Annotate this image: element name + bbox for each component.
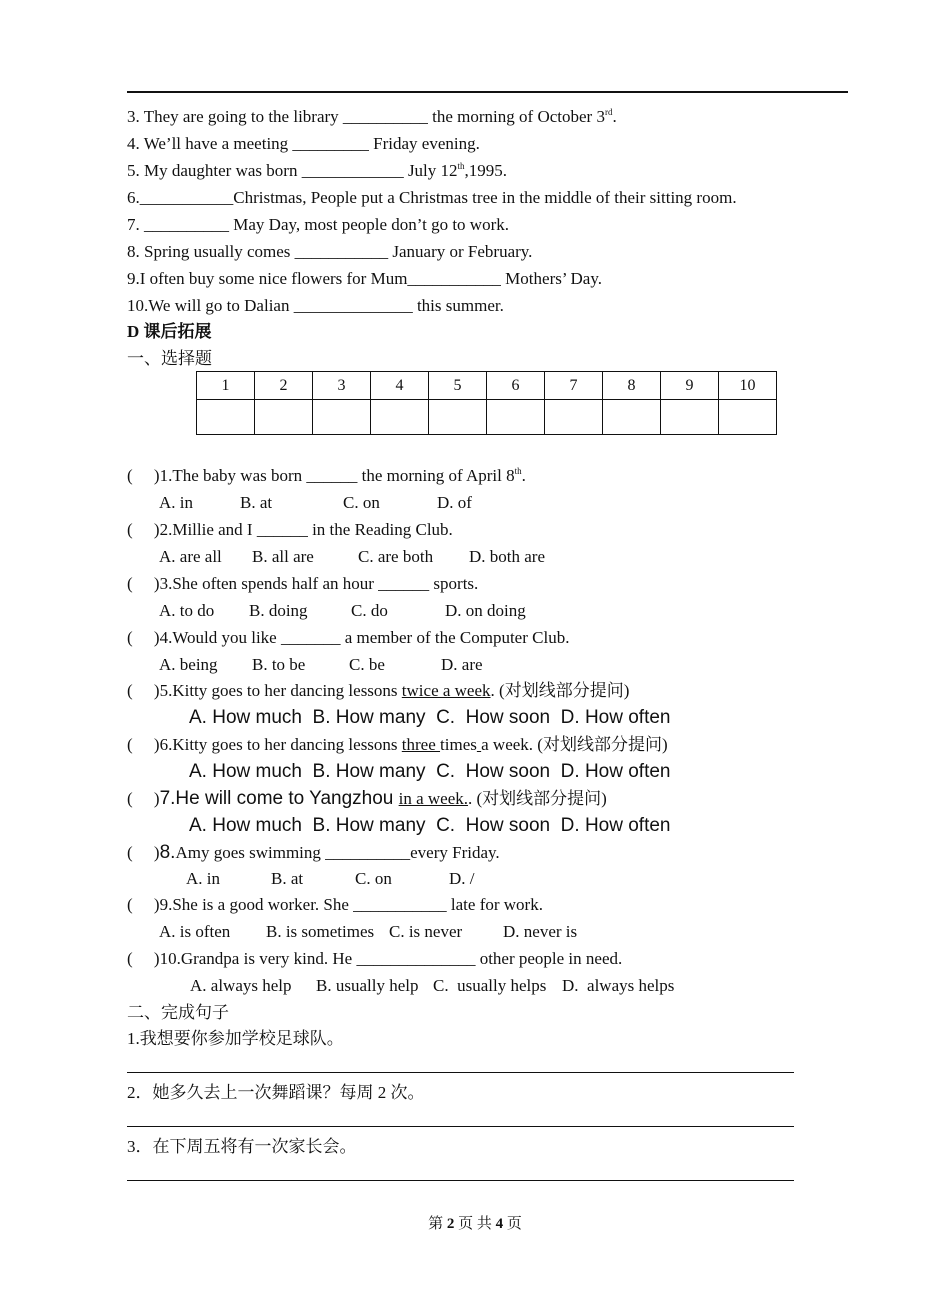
- answer-number: 2: [255, 372, 313, 400]
- answer-number: 8: [603, 372, 661, 400]
- answer-table: [196, 371, 777, 435]
- option-b: B. is sometimes: [266, 922, 375, 941]
- option-c: C. be: [349, 655, 385, 674]
- option-c: C. on: [355, 869, 392, 888]
- options-row: A. How much B. How many C. How soon D. How often: [189, 707, 671, 728]
- question-6: ( )6.Kitty goes to her dancing lessons three times a week. (对划线部分提问): [127, 735, 668, 754]
- answer-number: 7: [545, 372, 603, 400]
- option-b: B. to be: [252, 655, 306, 674]
- option-d: D. of: [437, 493, 472, 512]
- answer-number: 9: [661, 372, 719, 400]
- fill-item-9: 9.I often buy some nice flowers for Mum___________ Mothers’ Day.: [127, 269, 602, 288]
- option-d: D. always helps: [562, 976, 675, 995]
- question-5: ( )5.Kitty goes to her dancing lessons twice a week. (对划线部分提问): [127, 681, 630, 700]
- options-row: A. How much B. How many C. How soon D. How often: [189, 815, 671, 836]
- underlined-phrase: in a week.: [398, 789, 469, 808]
- question-4: ( )4.Would you like _______ a member of the Computer Club.: [127, 628, 570, 647]
- answer-cell[interactable]: [255, 400, 313, 435]
- answer-cell[interactable]: [371, 400, 429, 435]
- question-10: ( )10.Grandpa is very kind. He ______________ other people in need.: [127, 949, 623, 968]
- answer-cell[interactable]: [429, 400, 487, 435]
- answer-cell[interactable]: [719, 400, 777, 435]
- option-a: A. in: [159, 493, 193, 512]
- sentence-prompt-2: 2．她多久去上一次舞蹈课？每周 2 次。: [127, 1083, 425, 1102]
- option-b: B. doing: [249, 601, 308, 620]
- sentence-prompt-3: 3．在下周五将有一次家长会。: [127, 1137, 357, 1156]
- option-c: C. do: [351, 601, 388, 620]
- option-d: D. both are: [469, 547, 546, 566]
- option-c: C. is never: [389, 922, 463, 941]
- option-c: C. are both: [358, 547, 434, 566]
- answer-line-2[interactable]: [127, 1126, 794, 1127]
- option-a: A. are all: [159, 547, 222, 566]
- option-d: D. on doing: [445, 601, 526, 620]
- question-3: ( )3.She often spends half an hour ______ sports.: [127, 574, 479, 593]
- sentence-prompt-1: 1.我想要你参加学校足球队。: [127, 1029, 344, 1048]
- option-d: D. never is: [503, 922, 578, 941]
- option-a: A. always help: [190, 976, 292, 995]
- fill-item-8: 8. Spring usually comes ___________ January or February.: [127, 242, 533, 261]
- answer-cell[interactable]: [603, 400, 661, 435]
- option-a: A. being: [159, 655, 218, 674]
- fill-item-5: 5. My daughter was born ____________ July 12th,1995.: [127, 161, 508, 180]
- question-8: ( )8.Amy goes swimming __________every Friday.: [127, 842, 500, 863]
- answer-line-3[interactable]: [127, 1180, 794, 1181]
- answer-cell[interactable]: [197, 400, 255, 435]
- options-row: A. How much B. How many C. How soon D. How often: [189, 761, 671, 782]
- part2-title: 二、完成句子: [127, 1003, 229, 1022]
- question-9: ( )9.She is a good worker. She ___________ late for work.: [127, 895, 543, 914]
- answer-number: 10: [719, 372, 777, 400]
- answer-number: 1: [197, 372, 255, 400]
- answer-number: 4: [371, 372, 429, 400]
- page-total: 4: [495, 1216, 504, 1232]
- page-footer: 第 2 页 共 4 页: [428, 1216, 522, 1232]
- answer-number: 6: [487, 372, 545, 400]
- option-b: B. at: [271, 869, 304, 888]
- underlined-phrase: twice a week: [401, 681, 491, 700]
- part1-title: 一、选择题: [127, 349, 212, 368]
- question-2: ( )2.Millie and I ______ in the Reading Club.: [127, 520, 453, 539]
- fill-item-10: 10.We will go to Dalian ______________ this summer.: [127, 296, 504, 315]
- answer-cell[interactable]: [545, 400, 603, 435]
- option-a: A. is often: [159, 922, 231, 941]
- option-c: C. usually helps: [433, 976, 547, 995]
- answer-line-1[interactable]: [127, 1072, 794, 1073]
- answer-cell[interactable]: [661, 400, 719, 435]
- option-d: D. /: [449, 869, 475, 888]
- option-a: A. in: [186, 869, 220, 888]
- answer-number: 5: [429, 372, 487, 400]
- answer-cell[interactable]: [487, 400, 545, 435]
- header-rule: [127, 91, 848, 93]
- answer-cell[interactable]: [313, 400, 371, 435]
- question-1: ( )1.The baby was born ______ the morning of April 8th.: [127, 466, 526, 485]
- option-b: B. usually help: [316, 976, 419, 995]
- section-d-title: D 课后拓展: [127, 322, 212, 341]
- fill-item-6: 6.___________Christmas, People put a Christmas tree in the middle of their sitting room.: [127, 188, 737, 207]
- answer-number: 3: [313, 372, 371, 400]
- underlined-phrase: three: [401, 735, 441, 754]
- option-c: C. on: [343, 493, 380, 512]
- question-7: ( )7.He will come to Yangzhou in a week.. (对划线部分提问): [127, 788, 607, 809]
- option-b: B. all are: [252, 547, 314, 566]
- fill-item-7: 7. __________ May Day, most people don’t go to work.: [127, 215, 509, 234]
- fill-item-4: 4. We’ll have a meeting _________ Friday evening.: [127, 134, 480, 153]
- option-d: D. are: [441, 655, 483, 674]
- option-b: B. at: [240, 493, 273, 512]
- option-a: A. to do: [159, 601, 215, 620]
- fill-item-3: 3. They are going to the library __________ the morning of October 3rd.: [127, 107, 617, 126]
- page-number: 2: [446, 1216, 455, 1232]
